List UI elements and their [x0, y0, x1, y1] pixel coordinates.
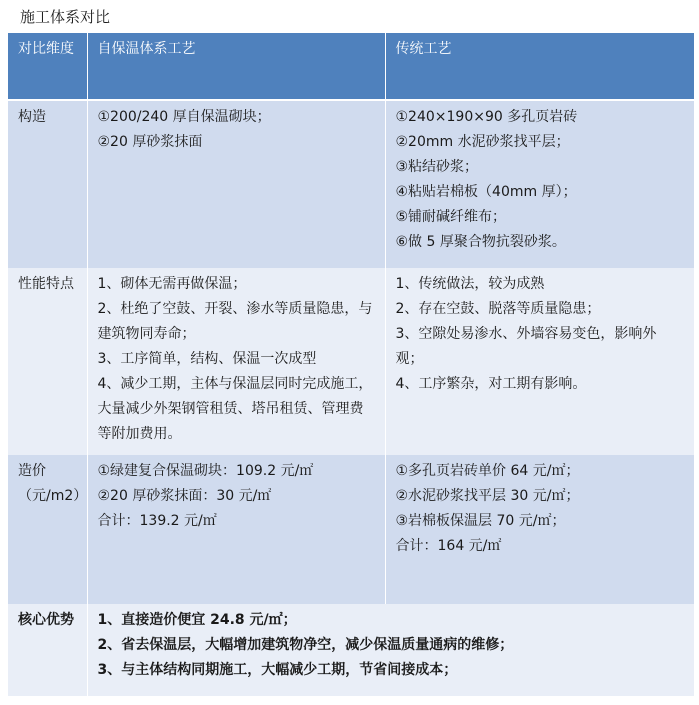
cell-line: ④粘贴岩棉板（40mm 厚）；: [395, 184, 577, 200]
table-header-row: [8, 33, 694, 100]
table-row: [8, 455, 694, 604]
cell-line: ②20 厚砂浆抹面: [97, 134, 203, 150]
cell-line: ①多孔页岩砖单价 64 元/㎡；: [395, 463, 580, 479]
header-self-insulation: 自保温体系工艺: [87, 33, 385, 100]
cell-line: 1、直接造价便宜 24.8 元/㎡；: [97, 612, 297, 628]
cell-line: 合计：139.2 元/㎡: [97, 513, 217, 529]
cell-line: 1、传统做法，较为成熟: [395, 276, 545, 292]
cell-line: ①240×190×90 多孔页岩砖: [395, 109, 578, 125]
cell-line: 2、存在空鼓、脱落等质量隐患；: [395, 301, 601, 317]
cell-line: 2、杜绝了空鼓、开裂、渗水等质量隐患，与建筑物同寿命；: [97, 301, 373, 342]
header-traditional: 传统工艺: [385, 33, 694, 100]
header-dimension: 对比维度: [8, 33, 87, 100]
cell-structure-traditional: [385, 100, 694, 268]
cell-line: 合计：164 元/㎡: [395, 538, 502, 554]
table-row: [8, 604, 694, 696]
cell-line: ①绿建复合保温砌块：109.2 元/㎡: [97, 463, 314, 479]
cell-line: ①200/240 厚自保温砌块；: [97, 109, 271, 125]
cell-line: ②20 厚砂浆抹面：30 元/㎡: [97, 488, 272, 504]
row-label-core-advantage: 核心优势: [8, 604, 87, 696]
cell-line: ②20mm 水泥砂浆找平层；: [395, 134, 570, 150]
cell-performance-traditional: [385, 268, 694, 455]
table-row: [8, 268, 694, 455]
cell-line: 3、工序简单，结构、保温一次成型: [97, 351, 317, 367]
cell-line: ⑤铺耐碱纤维布；: [395, 209, 507, 225]
cell-line: ③岩棉板保温层 70 元/㎡；: [395, 513, 566, 529]
table-row: [8, 100, 694, 268]
table-caption: 施工体系对比: [20, 8, 111, 26]
cell-core-advantage: [87, 604, 694, 696]
cell-line: 4、减少工期，主体与保温层同时完成施工，大量减少外架钢管租赁、塔吊租赁、管理费等附加费用。: [97, 376, 373, 442]
row-label-cost: 造价（元/m2）: [8, 455, 87, 604]
comparison-table: [8, 33, 695, 696]
cell-cost-self: [87, 455, 385, 604]
cell-line: ②水泥砂浆找平层 30 元/㎡；: [395, 488, 580, 504]
row-label-structure: 构造: [8, 100, 87, 268]
cell-line: ③粘结砂浆；: [395, 159, 479, 175]
cell-cost-traditional: [385, 455, 694, 604]
cell-line: 3、空隙处易渗水、外墙容易变色，影响外观；: [395, 326, 657, 367]
row-label-performance: 性能特点: [8, 268, 87, 455]
cell-line: ⑥做 5 厚聚合物抗裂砂浆。: [395, 234, 566, 250]
cell-line: 3、与主体结构同期施工，大幅减少工期，节省间接成本；: [97, 662, 458, 678]
cell-line: 4、工序繁杂，对工期有影响。: [395, 376, 587, 392]
cell-performance-self: [87, 268, 385, 455]
cell-line: 2、省去保温层，大幅增加建筑物净空，减少保温质量通病的维修；: [97, 637, 514, 653]
cell-structure-self: [87, 100, 385, 268]
cell-line: 1、砌体无需再做保温；: [97, 276, 247, 292]
